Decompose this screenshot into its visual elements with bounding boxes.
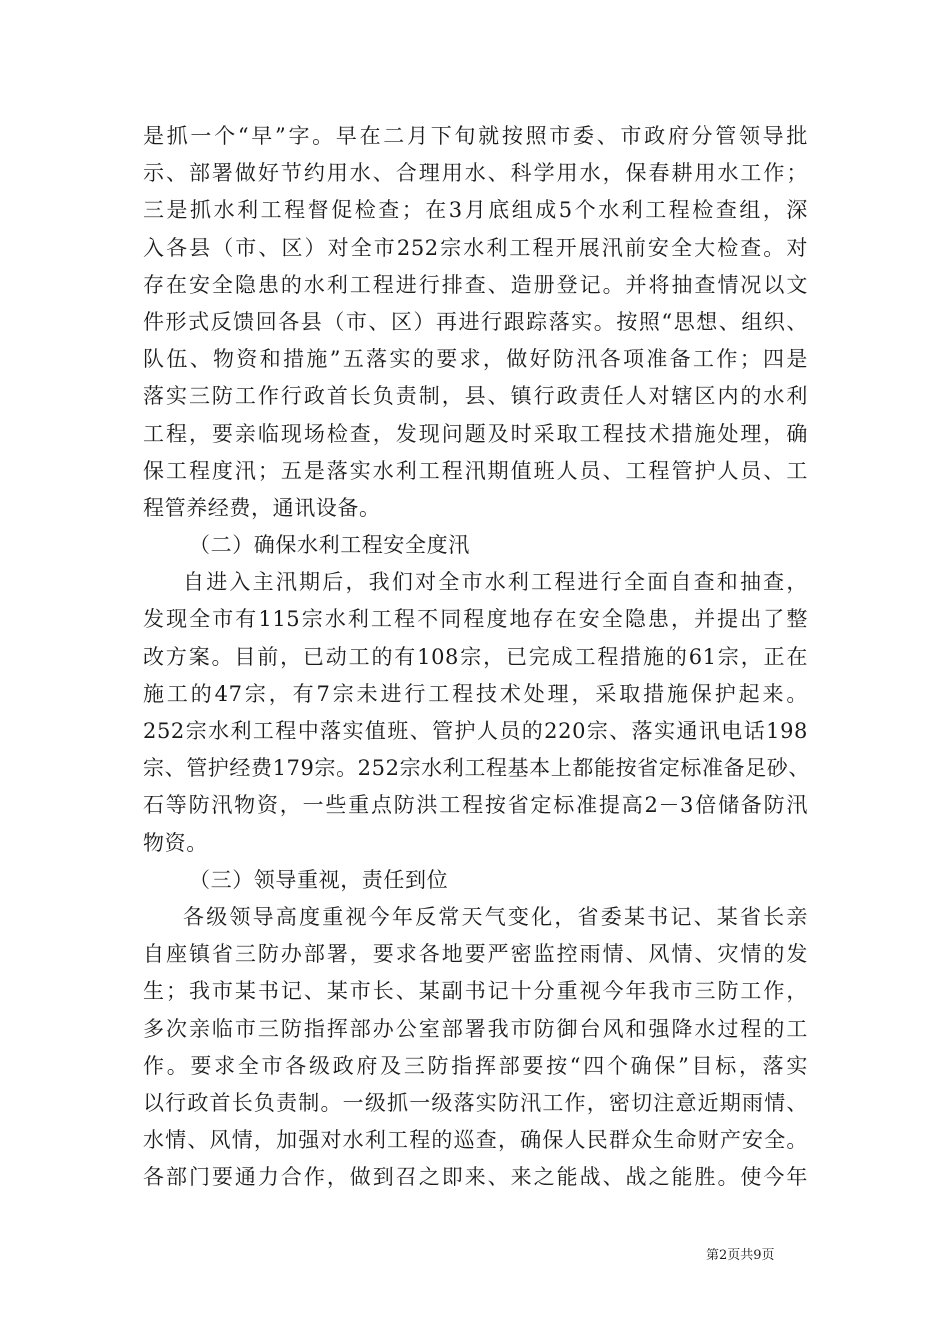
text-line: 石等防汛物资，一些重点防洪工程按省定标准提高2－3倍储备防汛 — [143, 793, 808, 818]
text-line: 各部门要通力合作，做到召之即来、来之能战、战之能胜。使今年 — [143, 1165, 808, 1190]
text-line: 入各县（市、区）对全市252宗水利工程开展汛前安全大检查。对 — [143, 235, 808, 260]
text-line: 保工程度汛；五是落实水利工程汛期值班人员、工程管护人员、工 — [143, 458, 808, 483]
text-line: 存在安全隐患的水利工程进行排查、造册登记。并将抽查情况以文 — [143, 272, 808, 297]
text-line: 改方案。目前，已动工的有108宗，已完成工程措施的61宗，正在 — [143, 644, 808, 669]
text-line: 示、部署做好节约用水、合理用水、科学用水，保春耕用水工作； — [143, 161, 808, 186]
text-line: 队伍、物资和措施”五落实的要求，做好防汛各项准备工作；四是 — [143, 347, 808, 372]
text-line: 水情、风情，加强对水利工程的巡查，确保人民群众生命财产安全。 — [143, 1128, 808, 1153]
text-line: 发现全市有115宗水利工程不同程度地存在安全隐患，并提出了整 — [143, 607, 808, 632]
text-line: 件形式反馈回各县（市、区）再进行跟踪落实。按照“思想、组织、 — [143, 309, 808, 334]
text-line: 程管养经费，通讯设备。 — [143, 495, 381, 520]
section-heading: （二）确保水利工程安全度汛 — [189, 533, 470, 558]
text-line: 252宗水利工程中落实值班、管护人员的220宗、落实通讯电话198 — [143, 719, 808, 743]
text-line: 以行政首长负责制。一级抓一级落实防汛工作，密切注意近期雨情、 — [143, 1090, 808, 1115]
text-line: 物资。 — [143, 830, 208, 855]
section-heading: （三）领导重视，责任到位 — [189, 867, 449, 892]
text-line: 三是抓水利工程督促检查；在3月底组成5个水利工程检查组，深 — [143, 198, 808, 223]
text-line: 各级领导高度重视今年反常天气变化，省委某书记、某省长亲 — [183, 904, 808, 929]
text-line: 工程，要亲临现场检查，发现问题及时采取工程技术措施处理，确 — [143, 421, 808, 446]
text-line: 宗、管护经费179宗。252宗水利工程基本上都能按省定标准备足砂、 — [143, 756, 810, 781]
text-line: 自座镇省三防办部署，要求各地要严密监控雨情、风情、灾情的发 — [143, 942, 808, 967]
text-line: 落实三防工作行政首长负责制，县、镇行政责任人对辖区内的水利 — [143, 384, 808, 409]
text-line: 自进入主汛期后，我们对全市水利工程进行全面自查和抽查， — [183, 570, 808, 595]
page-number: 第2页共9页 — [706, 1248, 775, 1263]
text-line: 是抓一个“早”字。早在二月下旬就按照市委、市政府分管领导批 — [143, 124, 808, 148]
text-line: 生；我市某书记、某市长、某副书记十分重视今年我市三防工作， — [143, 979, 808, 1004]
body-text — [143, 118, 808, 1196]
text-line: 作。要求全市各级政府及三防指挥部要按“四个确保”目标，落实 — [143, 1053, 808, 1078]
text-line: 多次亲临市三防指挥部办公室部署我市防御台风和强降水过程的工 — [143, 1016, 808, 1041]
text-line: 施工的47宗，有7宗未进行工程技术处理，采取措施保护起来。 — [143, 681, 808, 706]
